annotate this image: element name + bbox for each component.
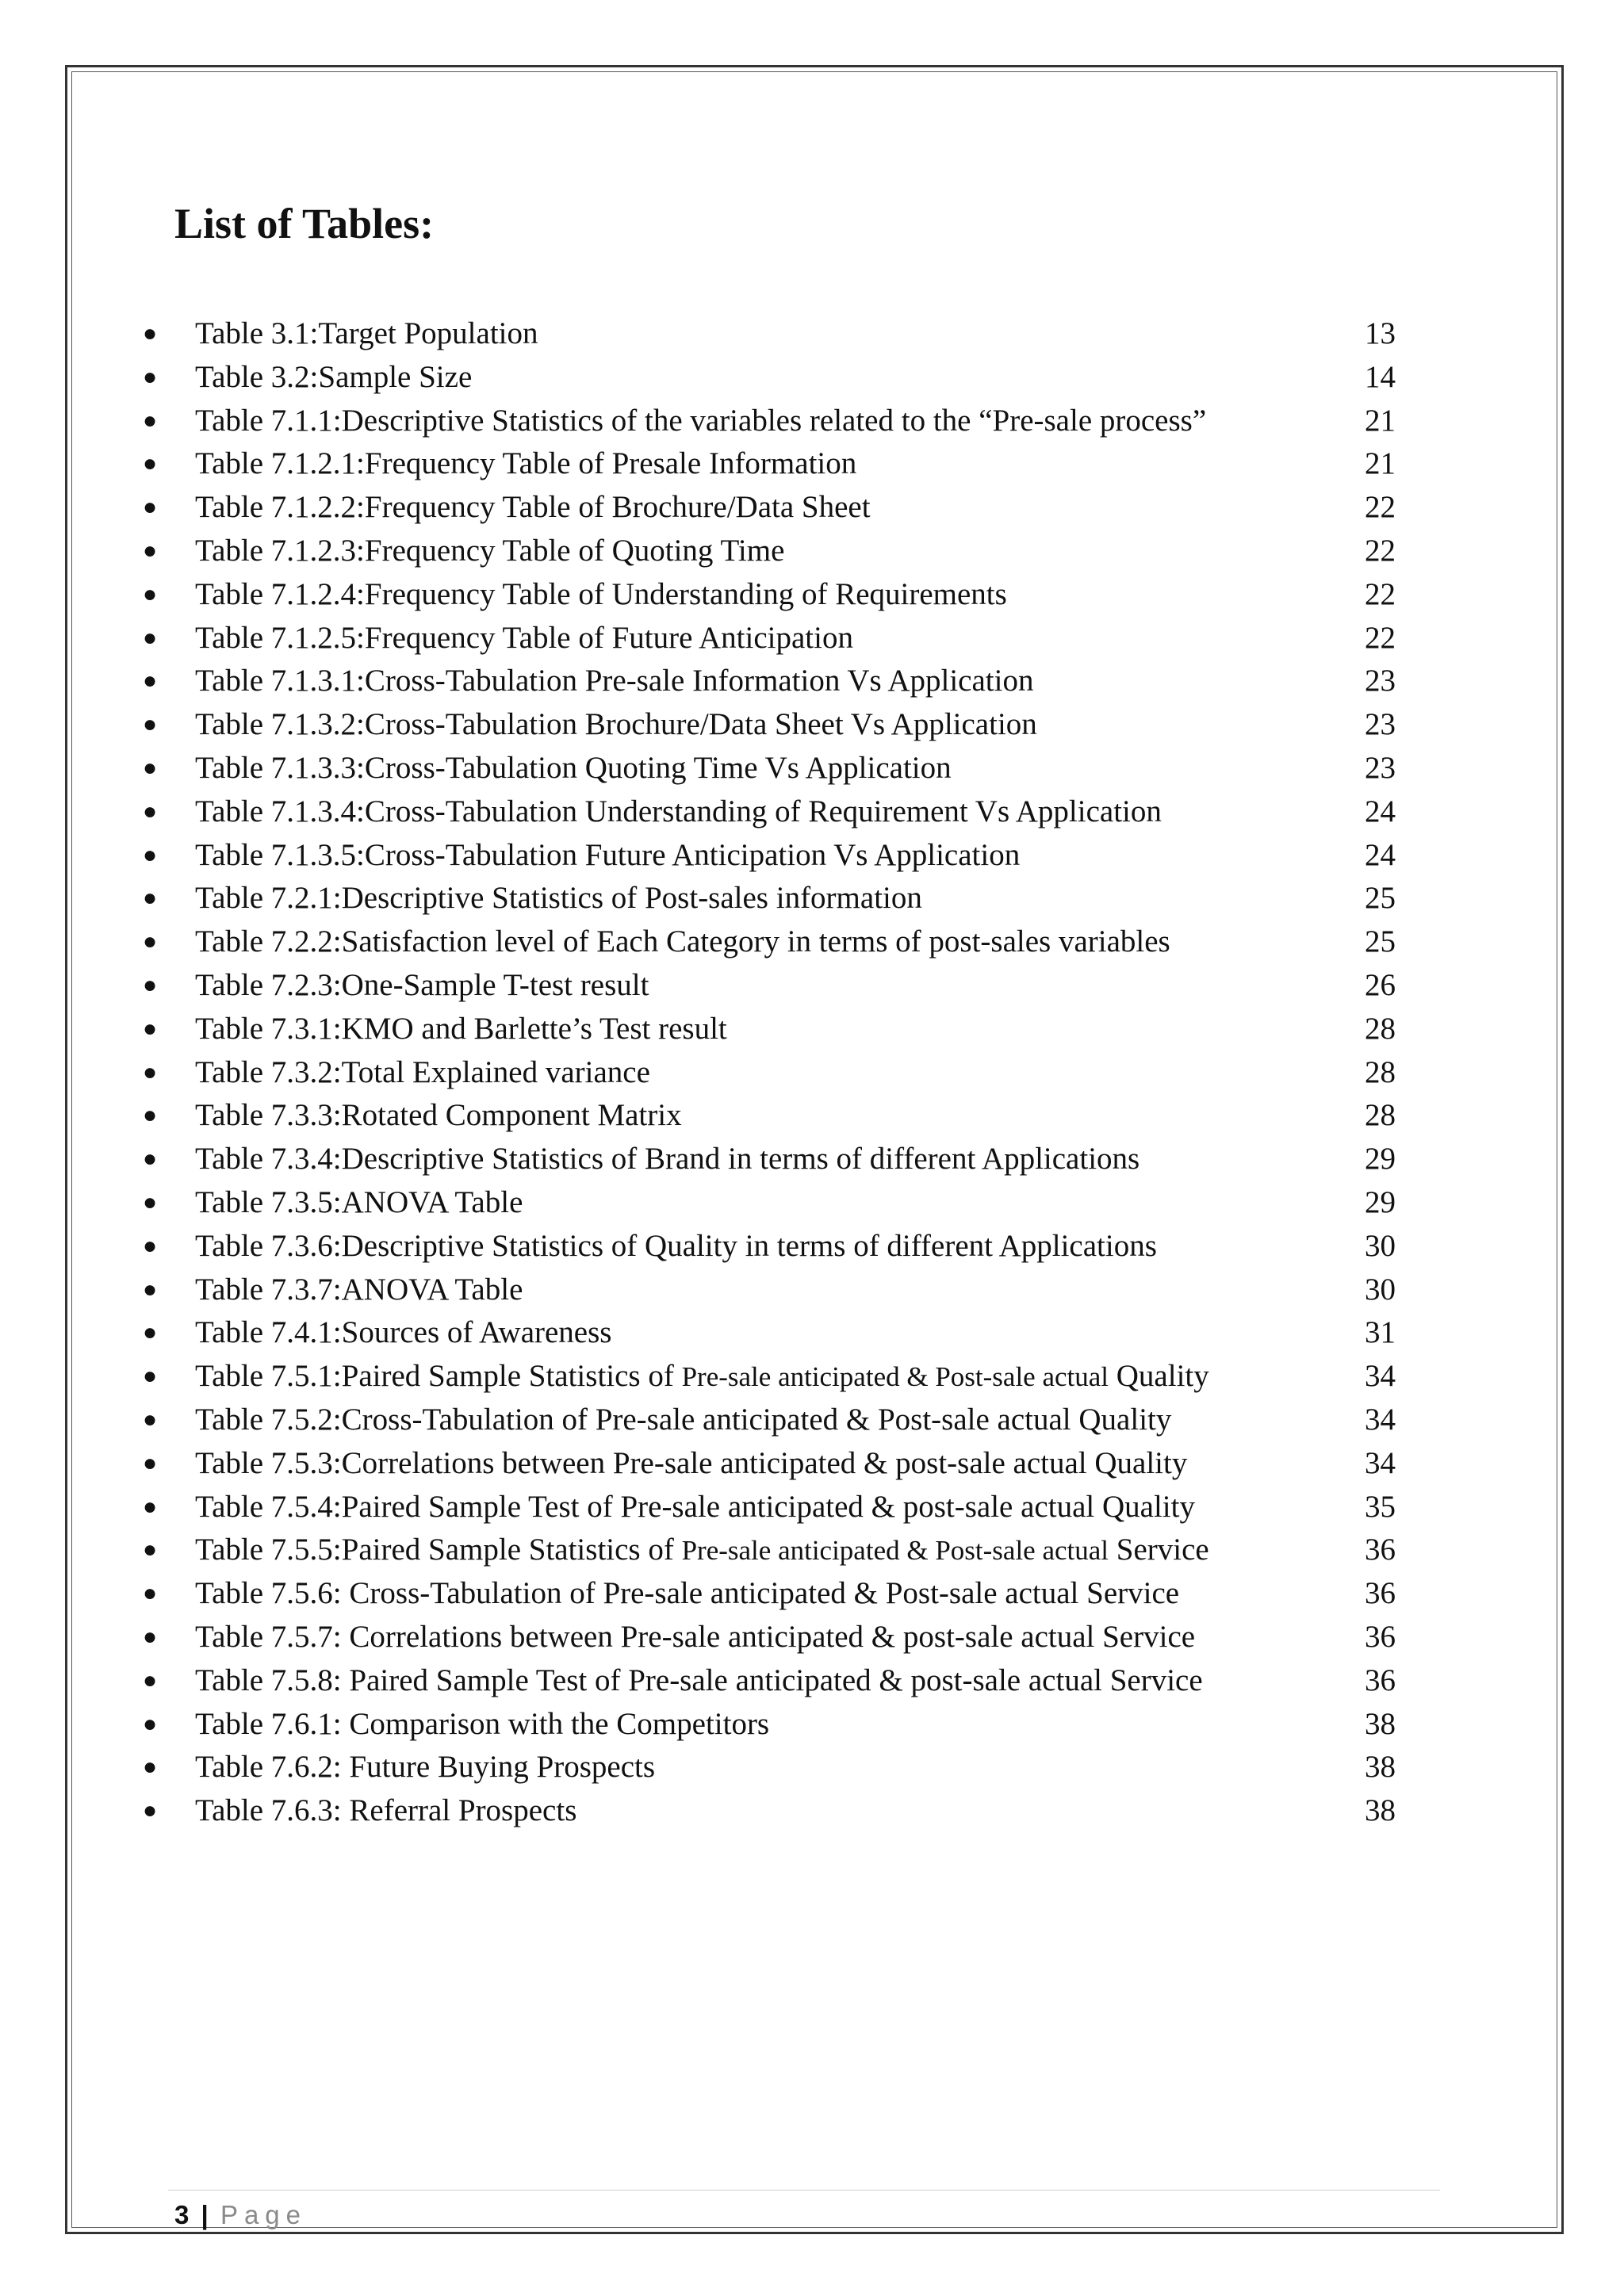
- toc-entry: [143, 1789, 1396, 1833]
- toc-entry: [143, 1486, 1396, 1529]
- bullet-icon: ●: [143, 754, 158, 781]
- bullet-icon: ●: [143, 1363, 158, 1390]
- toc-entry: [143, 747, 1396, 790]
- footer-divider: [168, 2190, 1440, 2191]
- bullet-icon: ●: [143, 1754, 158, 1781]
- toc-entry-page-number: 14: [1365, 359, 1396, 394]
- bullet-icon: ●: [143, 798, 158, 825]
- toc-entry-title: Table 7.3.3:Rotated Component Matrix: [195, 1098, 682, 1133]
- footer-separator: |: [201, 2200, 209, 2229]
- toc-entry: [143, 660, 1396, 703]
- toc-entry: [143, 1746, 1396, 1789]
- toc-entry-page-number: 35: [1365, 1489, 1396, 1524]
- toc-entry-page-number: 30: [1365, 1272, 1396, 1307]
- toc-entry-page-number: 23: [1365, 664, 1396, 698]
- toc-entry-page-number: 38: [1365, 1750, 1396, 1785]
- toc-entry-title: Table 7.2.3:One-Sample T-test result: [195, 967, 649, 1002]
- page-footer: [174, 2196, 307, 2234]
- toc-entry: [143, 1138, 1396, 1181]
- toc-entry: [143, 1703, 1396, 1747]
- toc-entry-title: Table 7.5.2:Cross-Tabulation of Pre-sale anticipated & Post-sale actual Quality: [195, 1402, 1172, 1437]
- toc-entry-title: Table 7.3.7:ANOVA Table: [195, 1272, 523, 1307]
- bullet-icon: ●: [143, 407, 158, 434]
- toc-entry-title: Table 7.1.3.2:Cross-Tabulation Brochure/Data Sheet Vs Application: [195, 707, 1037, 742]
- toc-entry-title: Table 7.3.4:Descriptive Statistics of Brand in terms of different Applications: [195, 1142, 1140, 1177]
- bullet-icon: ●: [143, 1102, 158, 1129]
- toc-entry-title: Table 7.6.3: Referral Prospects: [195, 1793, 577, 1828]
- toc-entry: [143, 1225, 1396, 1269]
- bullet-icon: ●: [143, 1146, 158, 1173]
- bullet-icon: ●: [143, 320, 158, 346]
- toc-entry-page-number: 21: [1365, 446, 1396, 481]
- toc-entry-page-number: 34: [1365, 1445, 1396, 1480]
- toc-entry-page-number: 30: [1365, 1228, 1396, 1263]
- bullet-icon: ●: [143, 668, 158, 695]
- toc-entry: [143, 1529, 1396, 1572]
- footer-page-number: 3: [174, 2200, 190, 2229]
- toc-entry-title: Table 7.5.1:Paired Sample Statistics of Pre-sale anticipated & Post-sale actual Quality: [195, 1359, 1209, 1394]
- toc-entry-title: Table 7.1.3.5:Cross-Tabulation Future Anticipation Vs Application: [195, 837, 1021, 872]
- toc-entry-page-number: 22: [1365, 533, 1396, 568]
- toc-entry-page-number: 38: [1365, 1706, 1396, 1741]
- bullet-icon: ●: [143, 1797, 158, 1824]
- toc-entry-page-number: 36: [1365, 1576, 1396, 1611]
- toc-entry-page-number: 26: [1365, 967, 1396, 1002]
- toc-entry-title: Table 3.1:Target Population: [195, 316, 538, 350]
- footer-page-label: Page: [220, 2200, 308, 2229]
- toc-entry: [143, 1355, 1396, 1399]
- toc-entry-title: Table 7.5.8: Paired Sample Test of Pre-sale anticipated & post-sale actual Service: [195, 1663, 1203, 1697]
- toc-entry-title: Table 7.2.1:Descriptive Statistics of Post-sales information: [195, 881, 922, 916]
- toc-entry-page-number: 25: [1365, 924, 1396, 959]
- toc-entry-page-number: 21: [1365, 403, 1396, 438]
- bullet-icon: ●: [143, 971, 158, 998]
- toc-entry: [143, 400, 1396, 443]
- toc-entry-page-number: 22: [1365, 490, 1396, 525]
- bullet-icon: ●: [143, 1188, 158, 1215]
- bullet-icon: ●: [143, 1710, 158, 1737]
- bullet-icon: ●: [143, 624, 158, 651]
- toc-entry-page-number: 38: [1365, 1793, 1396, 1828]
- bullet-icon: ●: [143, 494, 158, 521]
- toc-entry-title: Table 7.1.3.3:Cross-Tabulation Quoting Time Vs Application: [195, 750, 952, 785]
- toc-entry-title: Table 7.1.2.5:Frequency Table of Future Anticipation: [195, 620, 853, 655]
- toc-entry-page-number: 22: [1365, 620, 1396, 655]
- toc-entry: [143, 1094, 1396, 1138]
- page-title: List of Tables:: [174, 200, 435, 247]
- bullet-icon: ●: [143, 1232, 158, 1259]
- bullet-icon: ●: [143, 363, 158, 390]
- toc-entry-page-number: 31: [1365, 1315, 1396, 1350]
- toc-entry: [143, 530, 1396, 573]
- toc-entry: [143, 442, 1396, 486]
- toc-entry-page-number: 36: [1365, 1663, 1396, 1697]
- table-of-contents-list: [143, 312, 1396, 1833]
- toc-entry-page-number: 23: [1365, 707, 1396, 742]
- toc-entry-page-number: 22: [1365, 576, 1396, 611]
- toc-entry: [143, 1572, 1396, 1616]
- toc-entry: [143, 312, 1396, 356]
- bullet-icon: ●: [143, 1623, 158, 1650]
- toc-entry: [143, 486, 1396, 530]
- toc-entry: [143, 573, 1396, 617]
- toc-entry-page-number: 28: [1365, 1011, 1396, 1046]
- bullet-icon: ●: [143, 1536, 158, 1563]
- bullet-icon: ●: [143, 580, 158, 607]
- toc-entry-title: Table 7.3.6:Descriptive Statistics of Quality in terms of different Applications: [195, 1228, 1157, 1263]
- toc-entry-page-number: 13: [1365, 316, 1396, 350]
- toc-entry-title: Table 7.6.1: Comparison with the Competitors: [195, 1706, 770, 1741]
- bullet-icon: ●: [143, 885, 158, 912]
- toc-entry-page-number: 23: [1365, 750, 1396, 785]
- bullet-icon: ●: [143, 1406, 158, 1433]
- toc-entry-page-number: 29: [1365, 1184, 1396, 1219]
- toc-entry: [143, 1311, 1396, 1355]
- bullet-icon: ●: [143, 1580, 158, 1607]
- toc-entry-page-number: 28: [1365, 1098, 1396, 1133]
- bullet-icon: ●: [143, 1015, 158, 1042]
- toc-entry-page-number: 28: [1365, 1054, 1396, 1089]
- toc-entry-title: Table 7.1.2.1:Frequency Table of Presale Information: [195, 446, 857, 481]
- bullet-icon: ●: [143, 1319, 158, 1346]
- toc-entry: [143, 1659, 1396, 1703]
- bullet-icon: ●: [143, 1276, 158, 1303]
- bullet-icon: ●: [143, 711, 158, 738]
- toc-entry: [143, 964, 1396, 1008]
- bullet-icon: ●: [143, 1058, 158, 1085]
- toc-entry: [143, 920, 1396, 964]
- toc-entry-title: Table 7.1.3.1:Cross-Tabulation Pre-sale Information Vs Application: [195, 664, 1034, 698]
- toc-entry-title: Table 7.4.1:Sources of Awareness: [195, 1315, 612, 1350]
- toc-entry-title: Table 7.3.1:KMO and Barlette’s Test result: [195, 1011, 727, 1046]
- toc-entry: [143, 1269, 1396, 1312]
- toc-entry-title: Table 7.3.5:ANOVA Table: [195, 1184, 523, 1219]
- toc-entry: [143, 790, 1396, 834]
- bullet-icon: ●: [143, 928, 158, 955]
- toc-entry-title: Table 3.2:Sample Size: [195, 359, 473, 394]
- bullet-icon: ●: [143, 841, 158, 868]
- toc-entry: [143, 356, 1396, 400]
- toc-entry-page-number: 29: [1365, 1142, 1396, 1177]
- toc-entry-title: Table 7.1.3.4:Cross-Tabulation Understanding of Requirement Vs Application: [195, 794, 1162, 828]
- toc-entry-page-number: 36: [1365, 1619, 1396, 1654]
- toc-entry-page-number: 34: [1365, 1402, 1396, 1437]
- toc-entry-page-number: 24: [1365, 837, 1396, 872]
- toc-entry-title: Table 7.5.6: Cross-Tabulation of Pre-sale anticipated & Post-sale actual Service: [195, 1576, 1180, 1611]
- toc-entry-title: Table 7.5.4:Paired Sample Test of Pre-sale anticipated & post-sale actual Quality: [195, 1489, 1195, 1524]
- bullet-icon: ●: [143, 1493, 158, 1520]
- toc-entry-title: Table 7.1.1:Descriptive Statistics of the variables related to the “Pre-sale process”: [195, 403, 1207, 438]
- bullet-icon: ●: [143, 450, 158, 477]
- toc-entry-title: Table 7.3.2:Total Explained variance: [195, 1054, 650, 1089]
- toc-entry-page-number: 25: [1365, 881, 1396, 916]
- toc-entry: [143, 1399, 1396, 1442]
- toc-entry: [143, 703, 1396, 747]
- toc-entry-title: Table 7.2.2:Satisfaction level of Each Category in terms of post-sales variables: [195, 924, 1170, 959]
- toc-entry: [143, 1051, 1396, 1095]
- toc-entry-title: Table 7.1.2.4:Frequency Table of Understanding of Requirements: [195, 576, 1007, 611]
- toc-entry-title: Table 7.1.2.3:Frequency Table of Quoting Time: [195, 533, 785, 568]
- bullet-icon: ●: [143, 1667, 158, 1693]
- toc-entry-title: Table 7.5.5:Paired Sample Statistics of Pre-sale anticipated & Post-sale actual Service: [195, 1533, 1209, 1567]
- toc-entry-title: Table 7.5.3:Correlations between Pre-sale anticipated & post-sale actual Quality: [195, 1445, 1188, 1480]
- toc-entry: [143, 1616, 1396, 1659]
- toc-entry-title: Table 7.1.2.2:Frequency Table of Brochure/Data Sheet: [195, 490, 871, 525]
- toc-entry: [143, 834, 1396, 878]
- toc-entry-page-number: 36: [1365, 1533, 1396, 1567]
- toc-entry: [143, 1442, 1396, 1486]
- toc-entry: [143, 1008, 1396, 1051]
- toc-entry: [143, 1181, 1396, 1225]
- toc-entry-page-number: 24: [1365, 794, 1396, 828]
- toc-entry-title: Table 7.6.2: Future Buying Prospects: [195, 1750, 656, 1785]
- bullet-icon: ●: [143, 1449, 158, 1476]
- toc-entry: [143, 877, 1396, 920]
- bullet-icon: ●: [143, 537, 158, 564]
- toc-entry-title: Table 7.5.7: Correlations between Pre-sale anticipated & post-sale actual Service: [195, 1619, 1196, 1654]
- toc-entry: [143, 617, 1396, 660]
- toc-entry-page-number: 34: [1365, 1359, 1396, 1394]
